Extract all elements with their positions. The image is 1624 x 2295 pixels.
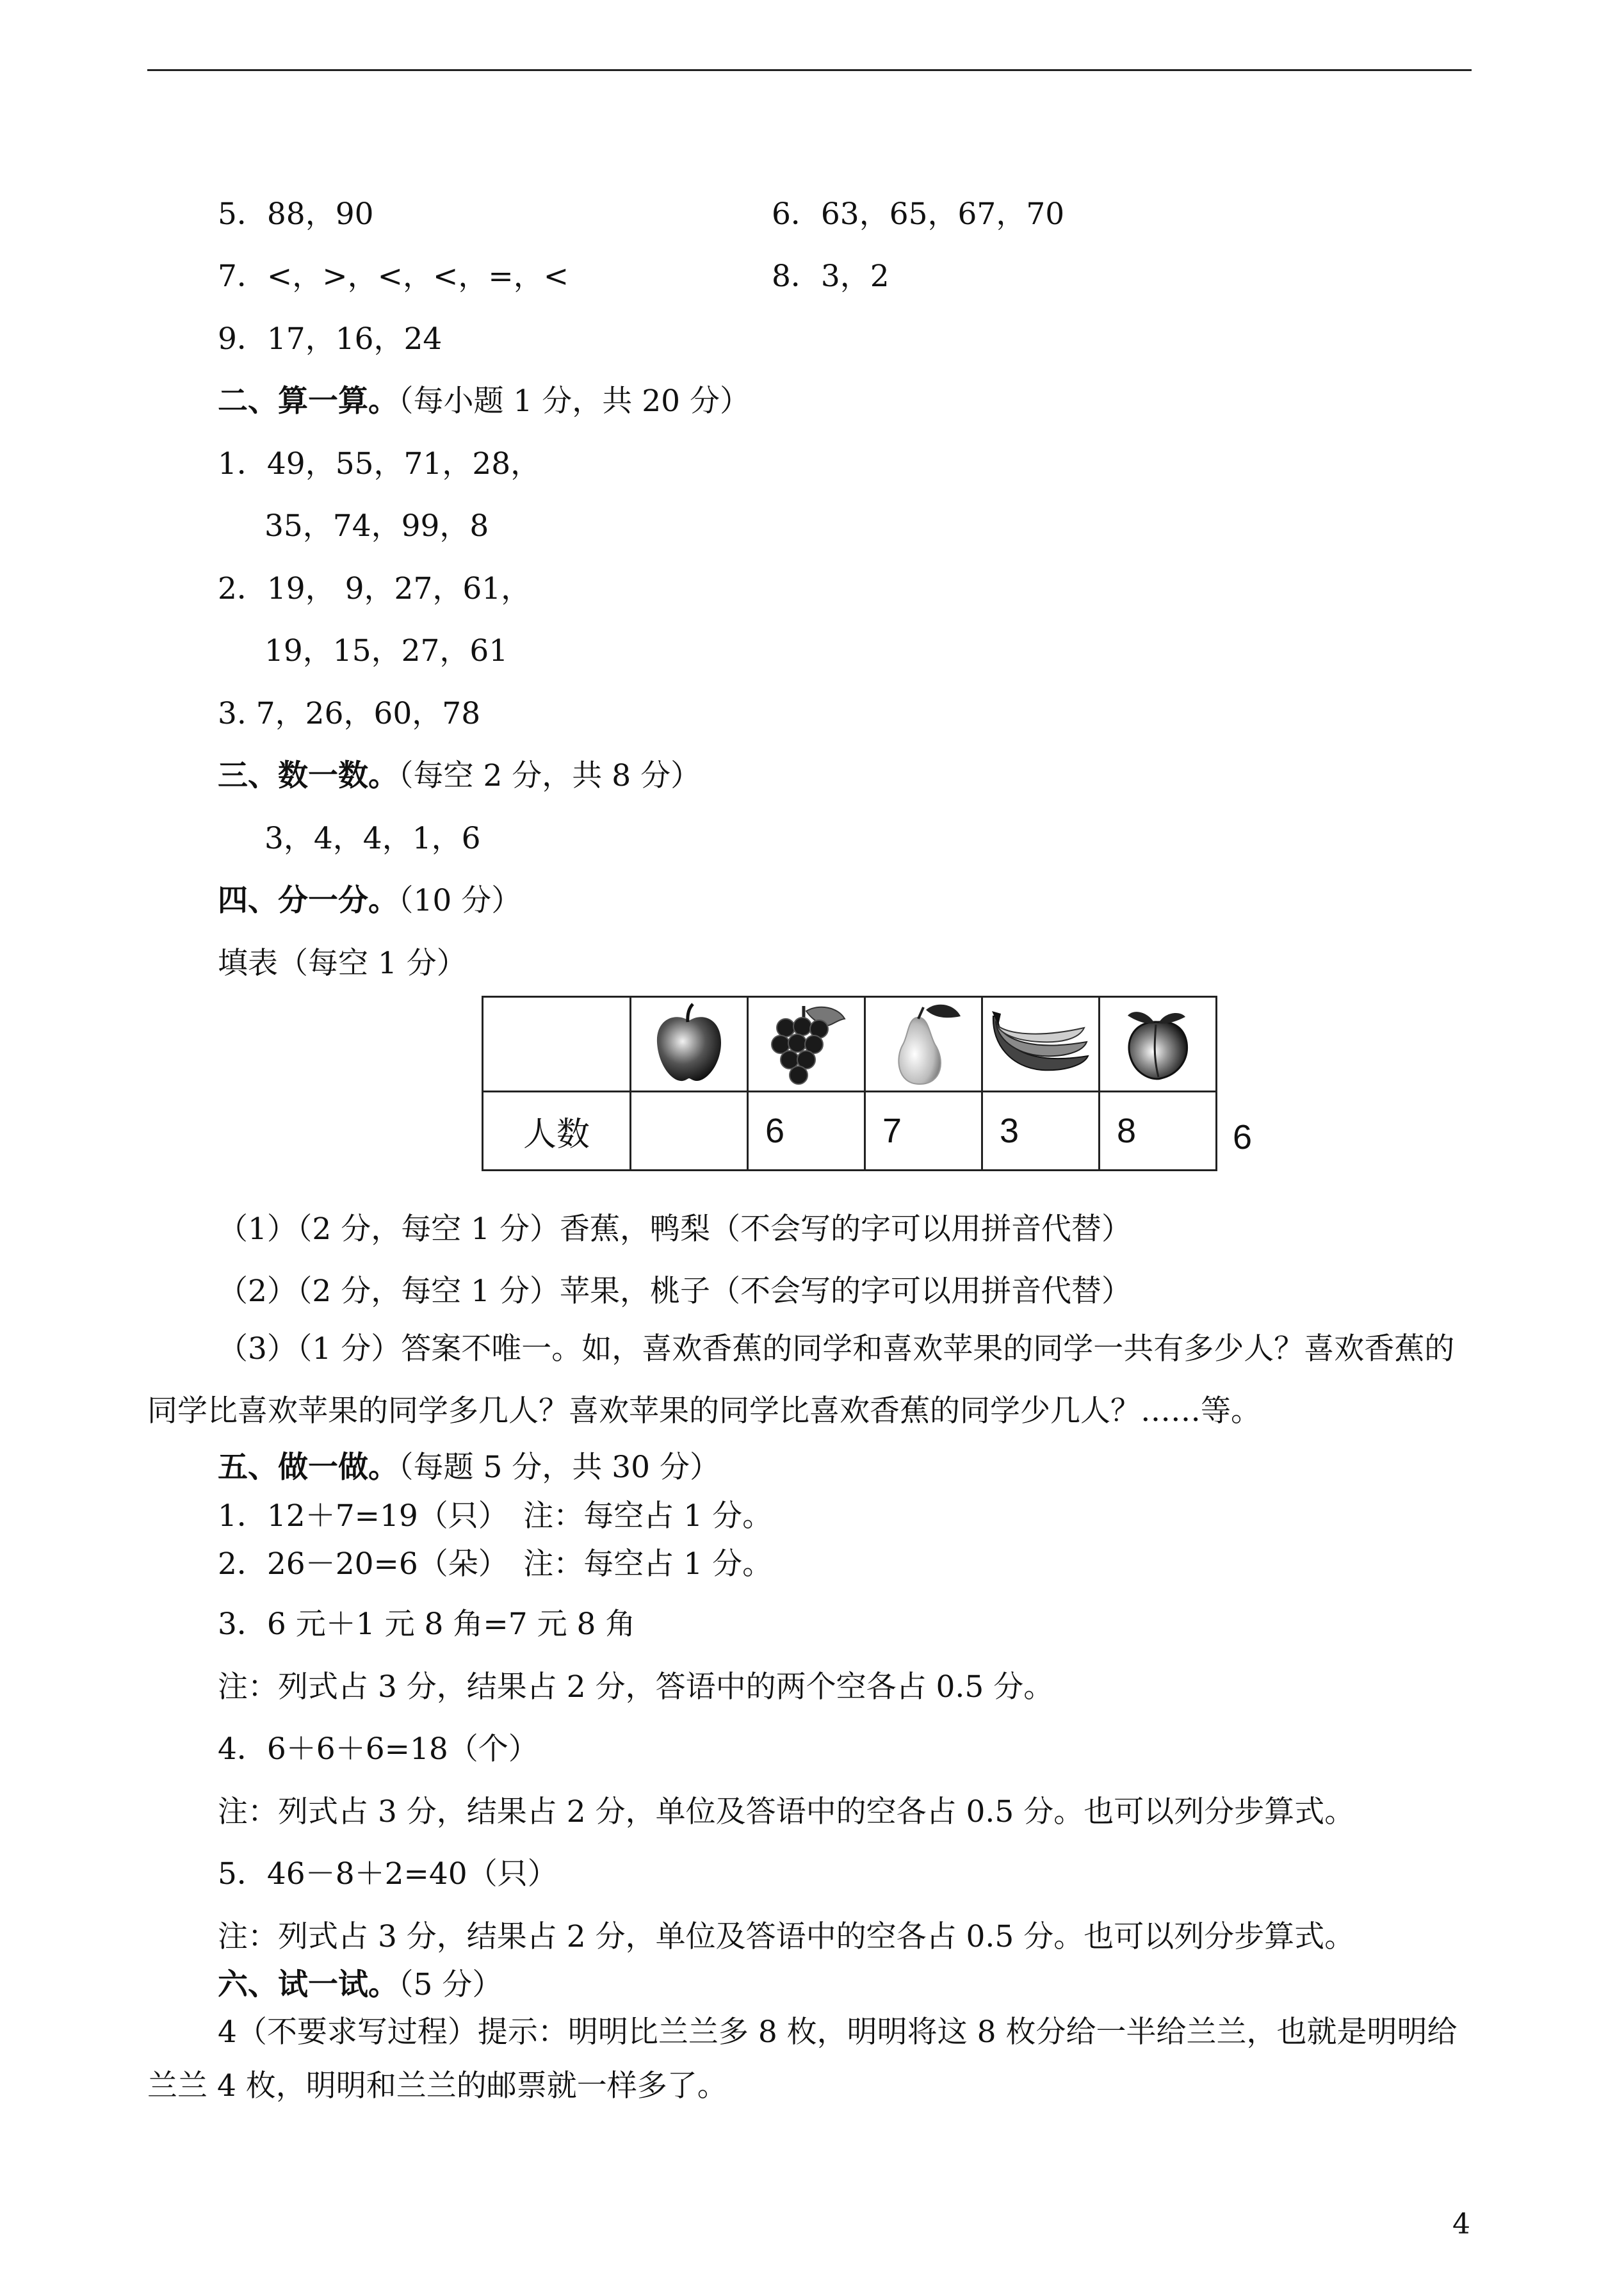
count-peach: 8: [1100, 1092, 1217, 1171]
section-4-title: 四、分一分。: [218, 883, 398, 918]
section-3-heading: [218, 757, 701, 795]
calc-1-line-2: 35，74，99，8: [264, 508, 489, 544]
problem-5: 5．46－8＋2=40（只）: [218, 1856, 558, 1892]
count-answers: 3，4，4，1，6: [264, 821, 481, 856]
answer-5: 5．88，90: [218, 197, 374, 232]
section-5-heading: [218, 1448, 720, 1487]
peach-cell: [1100, 997, 1217, 1092]
section-3-note: （每空 2 分，共 8 分）: [398, 758, 701, 793]
blank-cell: [483, 997, 631, 1092]
section-6-title: 六、试一试。: [218, 1967, 398, 2002]
section-3-title: 三、数一数。: [218, 758, 398, 793]
section-6-note: （5 分）: [398, 1967, 503, 2002]
banana-cell: [982, 997, 1100, 1092]
peach-icon: [1116, 1003, 1199, 1086]
row-header-people: 人数: [483, 1092, 631, 1171]
section-6-heading: [218, 1966, 502, 2004]
calc-2-line-2: 19，15，27，61: [264, 633, 508, 669]
answer-8: 8．3，2: [772, 259, 889, 294]
trial-answer: 4（不要求写过程）提示：明明比兰兰多 8 枚，明明将这 8 枚分给一半给兰兰，也就是明明给兰兰 4 枚，明明和兰兰的邮票就一样多了。: [147, 2015, 1458, 2104]
q3-answer: （3）（1 分）答案不唯一。如，喜欢香蕉的同学和喜欢苹果的同学一共有多少人？喜欢香蕉的同学比喜欢苹果的同学多几人？喜欢苹果的同学比喜欢香蕉的同学少几人？……等。: [147, 1331, 1455, 1429]
apple-icon: [651, 1003, 727, 1086]
count-apple: [631, 1092, 748, 1171]
table-outside-value: 6: [1233, 1118, 1253, 1156]
count-grapes: 6: [748, 1092, 865, 1171]
q2-answer: （2）（2 分，每空 1 分）苹果，桃子（不会写的字可以用拼音代替）: [218, 1274, 1132, 1309]
problem-3: 3．6 元＋1 元 8 角=7 元 8 角: [218, 1607, 636, 1642]
answer-7: 7．<，>，<，<，=，<: [218, 259, 569, 294]
section-5-note: （每题 5 分，共 30 分）: [398, 1450, 720, 1485]
problem-4: 4．6＋6＋6=18（个）: [218, 1731, 539, 1767]
page-number: 4: [1452, 2208, 1470, 2241]
calc-2-line-1: 2．19， 9，27，61，: [218, 571, 532, 606]
count-banana: 3: [982, 1092, 1100, 1171]
fill-table-label: 填表（每空 1 分）: [218, 946, 467, 981]
problem-4-note: 注：列式占 3 分，结果占 2 分，单位及答语中的空各占 0.5 分。也可以列分步算式。: [218, 1794, 1355, 1829]
section-2-note: （每小题 1 分，共 20 分）: [398, 384, 750, 419]
header-rule: [147, 69, 1472, 71]
apple-cell: [631, 997, 748, 1092]
section-5-title: 五、做一做。: [218, 1450, 398, 1485]
section-4-heading: [218, 882, 521, 920]
banana-icon: [988, 1006, 1093, 1083]
problem-1: 1．12＋7=19（只） 注：每空占 1 分。: [218, 1498, 773, 1534]
problem-3-note: 注：列式占 3 分，结果占 2 分，答语中的两个空各占 0.5 分。: [218, 1669, 1054, 1705]
section-4-note: （10 分）: [398, 883, 522, 918]
grapes-cell: [748, 997, 865, 1092]
calc-3: 3. 7，26，60，78: [218, 696, 481, 731]
problem-5-note: 注：列式占 3 分，结果占 2 分，单位及答语中的空各占 0.5 分。也可以列分步算式。: [218, 1919, 1355, 1954]
pear-cell: [865, 997, 982, 1092]
count-row: [483, 1092, 1217, 1171]
calc-1-line-1: 1．49，55，71，28，: [218, 446, 541, 482]
pear-icon: [879, 1000, 968, 1089]
q1-answer: （1）（2 分，每空 1 分）香蕉，鸭梨（不会写的字可以用拼音代替）: [218, 1212, 1132, 1247]
section-2-title: 二、算一算。: [218, 384, 398, 419]
section-2-heading: [218, 382, 750, 421]
problem-2: 2．26－20=6（朵） 注：每空占 1 分。: [218, 1546, 773, 1582]
fruit-table: [482, 996, 1217, 1171]
fruit-icon-row: [483, 997, 1217, 1092]
answer-6: 6．63，65，67，70: [772, 197, 1065, 232]
count-pear: 7: [865, 1092, 982, 1171]
grapes-icon: [761, 1000, 851, 1089]
answer-9: 9．17，16，24: [218, 321, 443, 357]
